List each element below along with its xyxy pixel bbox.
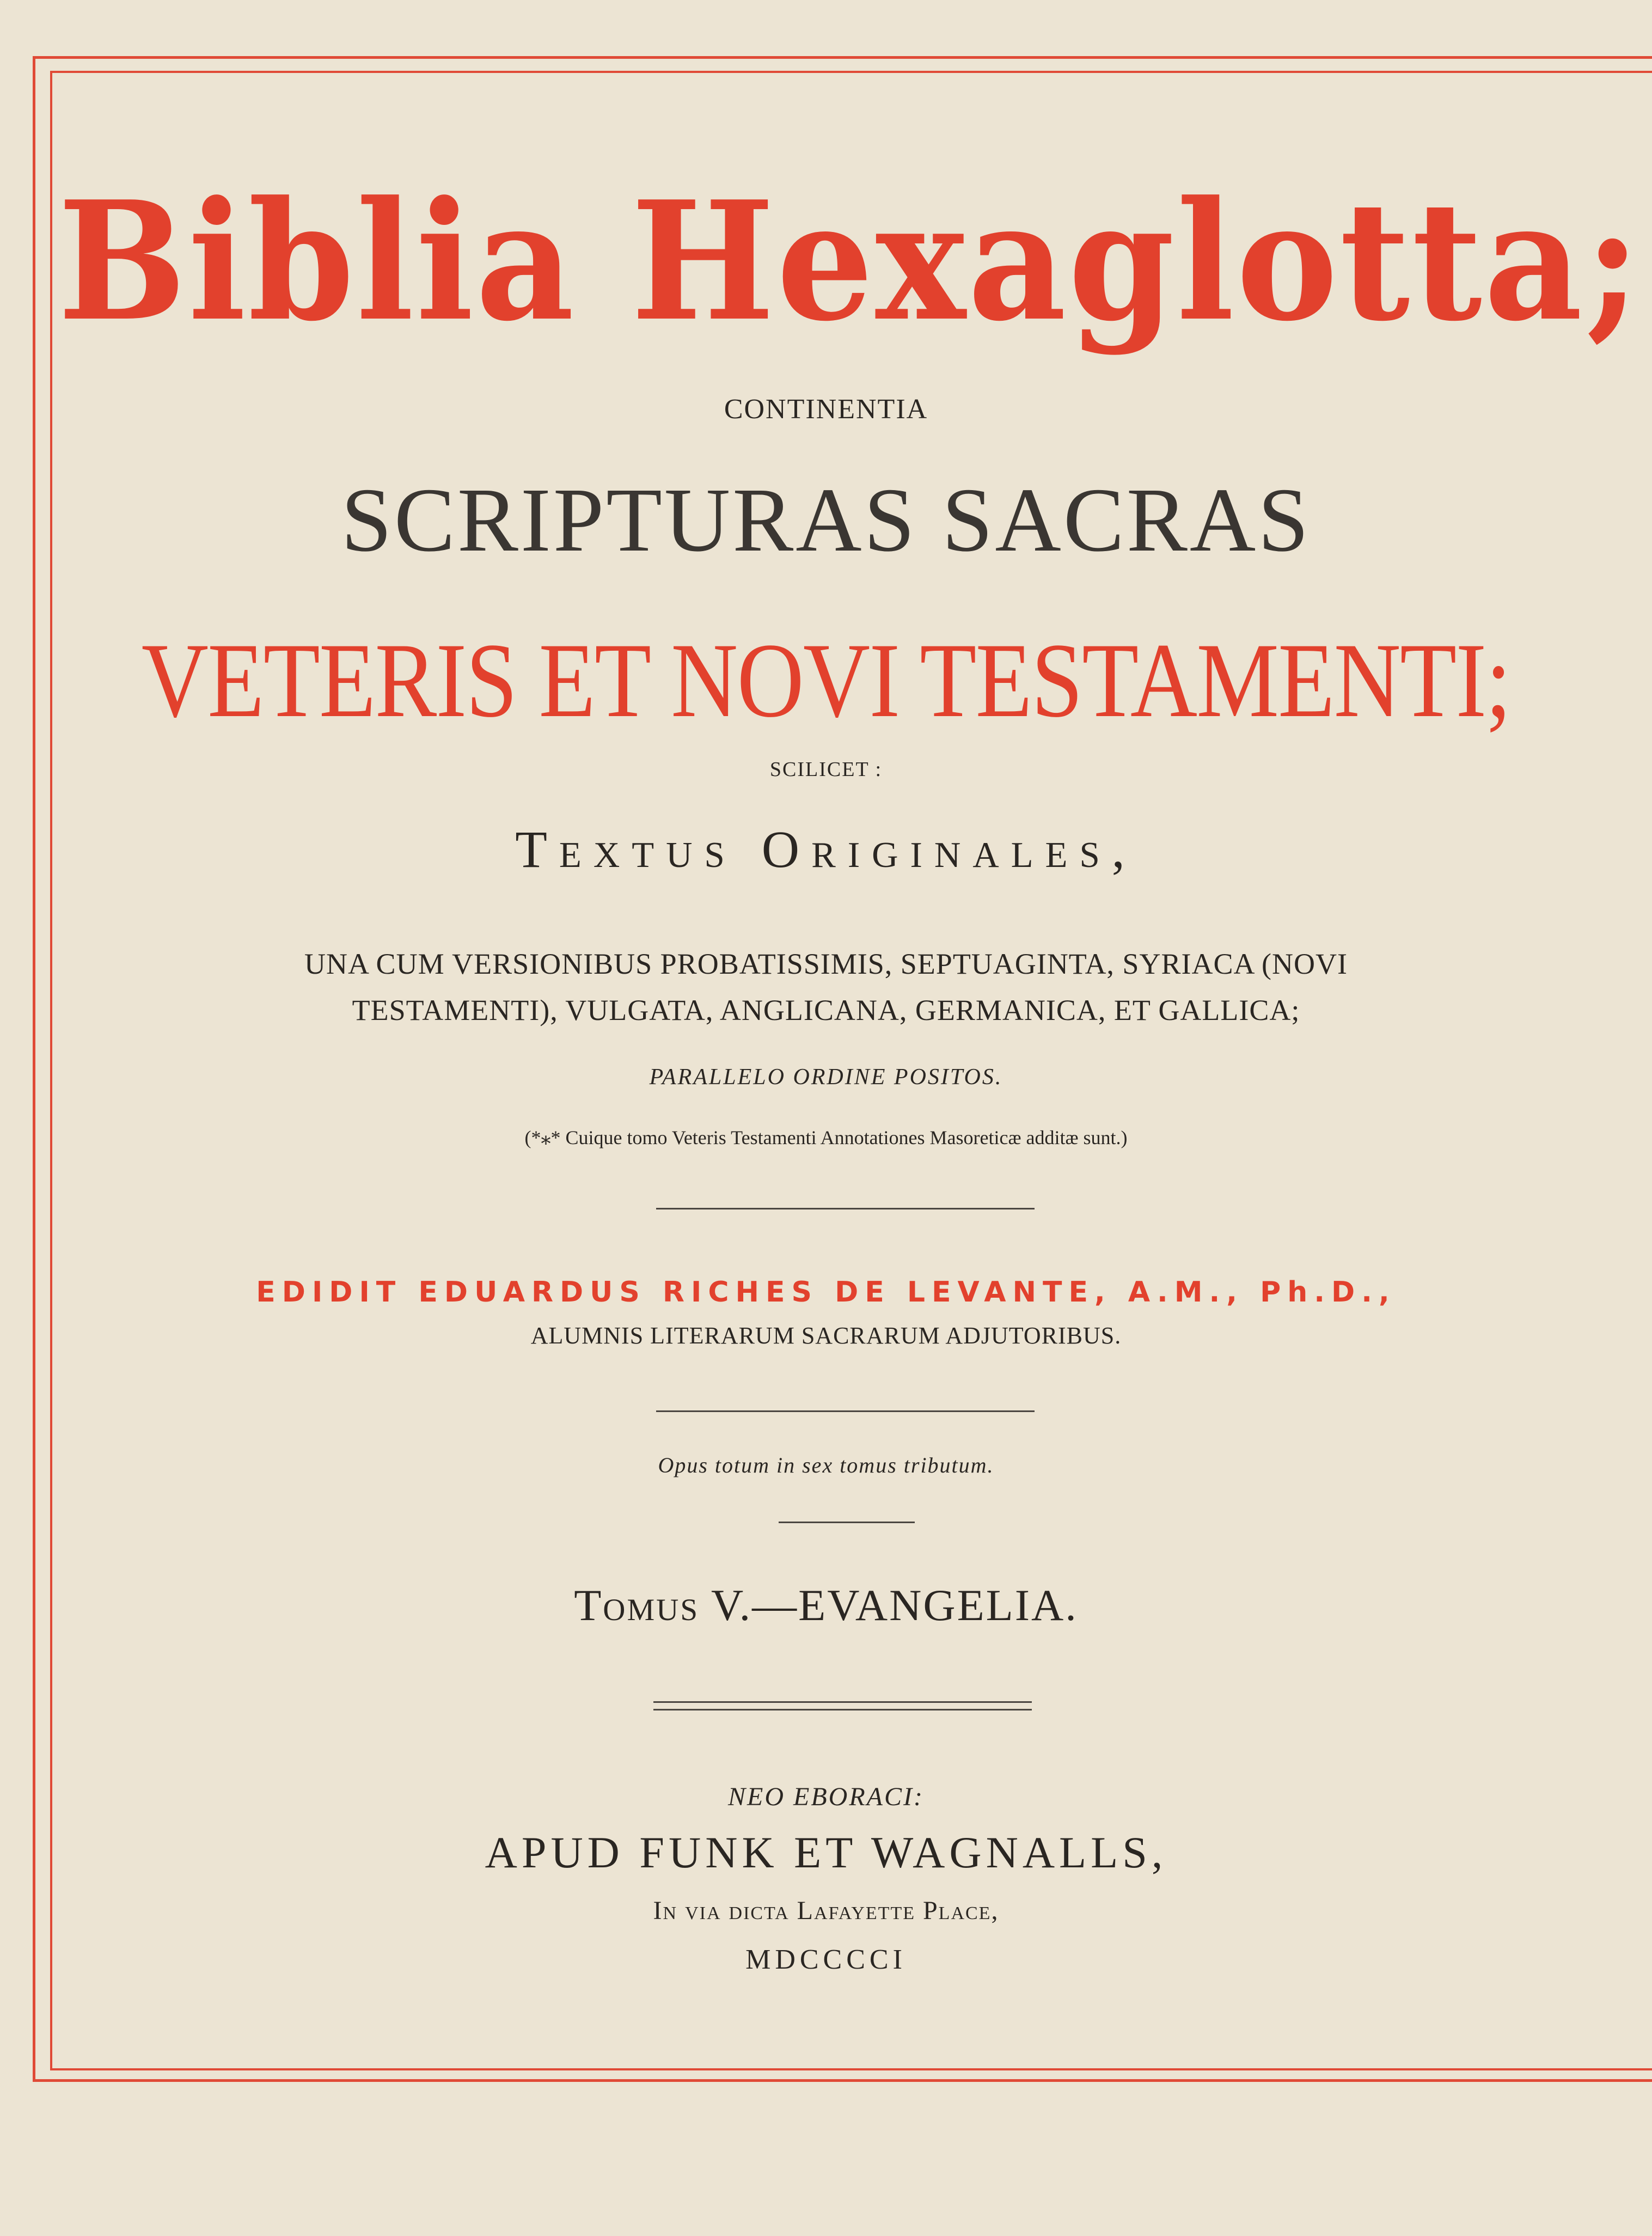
continentia: CONTINENTIA (724, 394, 928, 425)
title: Biblia Hexaglotta; (58, 165, 1643, 357)
address-line: In via dicta Lafayette Place, (653, 1896, 999, 1925)
divider-3 (779, 1522, 915, 1523)
neo-eboraci: NEO EBORACI: (728, 1782, 924, 1811)
divider-2 (656, 1410, 1035, 1412)
opus-line: Opus totum in sex tomus tributum. (658, 1453, 994, 1477)
double-divider-bottom (653, 1709, 1032, 1710)
alumni-line: ALUMNIS LITERARUM SACRARUM ADJUTORIBUS. (530, 1322, 1122, 1349)
versions-line-2: TESTAMENTI), VULGATA, ANGLICANA, GERMANICA, ET GALLICA; (352, 994, 1300, 1027)
parallelo: PARALLELO ORDINE POSITOS. (649, 1065, 1003, 1090)
double-divider-top (653, 1701, 1032, 1703)
year-line: MDCCCCI (745, 1944, 907, 1975)
tomus-line: Tomus V.—EVANGELIA. (574, 1580, 1078, 1630)
veteris-et-novi: VETERIS ET NOVI TESTAMENTI; (141, 621, 1511, 740)
versions-line-1: UNA CUM VERSIONIBUS PROBATISSIMIS, SEPTUAGINTA, SYRIACA (NOVI (304, 948, 1348, 980)
scripturas-sacras: SCRIPTURAS SACRAS (341, 469, 1311, 571)
textus-originales: Textus Originales, (515, 820, 1137, 878)
scilicet: SCILICET : (769, 758, 883, 781)
masoretic-note: (*⁎* Cuique tomo Veteris Testamenti Annotationes Masoreticæ additæ sunt.) (524, 1127, 1128, 1148)
publisher-line: APUD FUNK ET WAGNALLS, (485, 1828, 1167, 1877)
editor-line: EDIDIT EDUARDUS RICHES DE LEVANTE, A.M., Ph.D., (256, 1276, 1396, 1309)
divider-1 (656, 1208, 1035, 1209)
